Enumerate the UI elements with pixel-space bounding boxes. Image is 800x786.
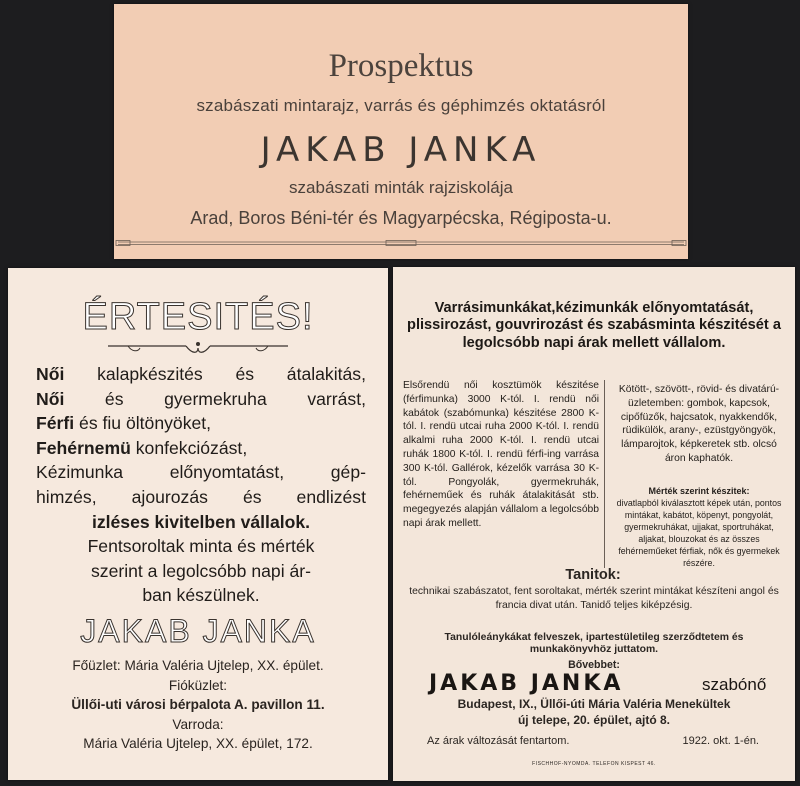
notice-line: Férfi és fiu öltönyöket, [36,413,212,434]
notice-sheet [8,268,388,780]
notice-line: ban készülnek. [142,585,260,606]
made-to-measure-text: divatlapból kiválasztott képek után, pontos mintákat, kabátot, köpenyt, pongyolát, gyermekruhákat, ujjakat, sportruhákat, aljakat, blouzokat és az összes fehérneműeket férfiak, nők és gyermekek részére. [616,498,782,568]
notice-body [36,362,366,608]
flyer-address-2: új telepe, 20. épület, ajtó 8. [517,713,671,727]
prospectus-sheet [114,4,688,259]
prospectus-subtitle: szabászati mintarajz, varrás és géphimzés oktatásról [196,96,606,115]
notice-line: Női és gyermekruha varrást, [36,388,366,409]
printer-imprint: FISCHHOF-NYOMDA. TELEFON KISPEST 46. [532,761,656,767]
price-list: Elsőrendü női kosztümök készitése (férfimunka) 3000 K-tól. I. rendü női kabátok (szabómunka) készitése 2800 K-tól. I. rendü utcai ruha 2000 K-tól. I. rendü alkalmi ruha 2000 K-tól. I. rendü utcai ruhák 1800 K-tól. I. rendü férfi-ing varrása 300 K-tól. Gallérok, kézelők varrása 30 K-tól. Pongyolák, gyermekruhák, fehérneműek és ruhák átalakitását stb. megegyezés alapján vállalom a legolcsóbb napi árak mellett. [403,380,599,529]
notice-heading: ÉRTESITÉS! [82,296,314,338]
notice-line: szerint a legolcsóbb napi ár- [90,560,312,581]
prospectus-name: JAKAB JANKA [260,130,542,170]
made-to-measure [610,485,788,569]
address-line: Mária Valéria Ujtelep, XX. épület, 172. [83,736,313,751]
flyer-address-1: Budapest, IX., Üllői-úti Mária Valéria Menekültek [457,697,731,711]
prospectus-title: Prospektus [328,48,474,84]
price-change-note: Az árak változását fentartom. [427,735,570,747]
teaching-title: Tanitok: [565,567,621,583]
flyer-heading: Varrásimunkákat,kézimunkák előnyomtatását, plissirozást, gouvrirozást és szabásminta készitését a legolcsóbb napi árak mellett vállalom. [407,300,781,351]
notice-line: Kézimunka előnyomtatást, gép- [36,462,366,483]
shop-goods: Kötött-, szövött-, rövid- és divatárú-üzletemben: gombok, kapcsok, cipőfüzők, hajcsatok, nyakkendők, rüdikülök, arany-, ezüstgyöngyök, lámparojtok, képkeretek stb. olcsó áron kaphatók. [618,384,780,464]
ornamental-rule [114,240,688,246]
prospectus-address: Arad, Boros Béni-tér és Magyarpécska, Régiposta-u. [190,208,612,228]
teaching-text: technikai szabászatot, fent soroltakat, mérték szerint mintákat készíteni angol és francia divat után. Tanidő teljes kiképzésig. [409,586,779,611]
notice-address [8,656,388,754]
apprentice-text: Tanulóleánykákat felveszek, ipartestületileg szerződtetem és munkakönyvhöz juttatom. [444,632,744,656]
address-line: Üllői-uti városi bérpalota A. pavillon 11. [71,697,325,712]
flourish-ornament [98,340,298,356]
notice-line: Fehérnemü konfekciózást, [36,437,248,458]
more-info-label: Bővebbet: [568,659,620,671]
made-to-measure-title: Mérték szerint készitek: [648,486,750,496]
notice-line: Fentsoroltak minta és mérték [87,536,315,557]
notice-line: Női kalapkészités és átalakitás, [36,364,366,384]
address-line: Főüzlet: Mária Valéria Ujtelep, XX. épület. [72,658,324,673]
address-line: Varroda: [172,716,224,732]
prospectus-school: szabászati minták rajziskolája [289,178,513,197]
notice-line: izléses kivitelben vállalok. [91,511,311,532]
notice-line: himzés, ajourozás és endlizést [36,486,366,507]
flyer-name: JAKAB JANKA [429,671,624,696]
address-line: Fióküzlet: [168,677,228,693]
column-divider [604,380,605,568]
notice-signature: JAKAB JANKA [80,613,316,649]
flyer-profession: szabónő [702,675,767,694]
flyer-date: 1922. okt. 1-én. [682,735,759,747]
flyer-sheet [393,267,795,781]
